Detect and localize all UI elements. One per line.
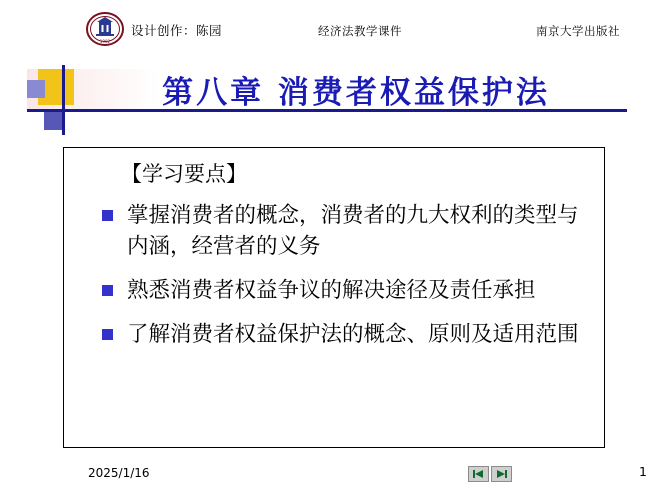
header-publisher: 南京大学出版社 <box>536 24 620 38</box>
page-title: 第八章 消费者权益保护法 <box>162 75 550 111</box>
slide-navigation[interactable] <box>468 466 512 482</box>
list-item-label: 熟悉消费者权益争议的解决途径及责任承担 <box>127 278 536 303</box>
bullet-marker-icon <box>102 285 113 296</box>
list-item <box>64 319 606 350</box>
previous-slide-icon[interactable] <box>468 466 489 482</box>
university-emblem-icon <box>85 12 125 46</box>
decor-blue-square-upper <box>27 80 45 98</box>
footer-date: 2025/1/16 <box>88 466 150 480</box>
header-course-title: 经济法教学课件 <box>318 24 402 38</box>
content-box <box>63 147 605 448</box>
list-item <box>64 275 606 306</box>
header-author: 设计创作：陈园 <box>131 23 223 38</box>
next-slide-icon[interactable] <box>491 466 512 482</box>
slide-header <box>0 12 667 48</box>
list-item-label: 了解消费者权益保护法的概念、原则及适用范围 <box>127 322 579 347</box>
bullet-list <box>64 200 606 363</box>
decor-vertical-line <box>62 65 65 135</box>
footer-page-number: 1 <box>639 464 647 479</box>
bullet-marker-icon <box>102 329 113 340</box>
content-heading: 【学习要点】 <box>121 162 247 186</box>
bullet-marker-icon <box>102 210 113 221</box>
list-item <box>64 200 606 262</box>
svg-text:1902: 1902 <box>99 39 111 44</box>
decor-blue-square-lower <box>44 112 62 130</box>
list-item-label: 掌握消费者的概念，消费者的九大权利的类型与内涵，经营者的义务 <box>127 203 579 259</box>
title-zone <box>0 55 667 150</box>
